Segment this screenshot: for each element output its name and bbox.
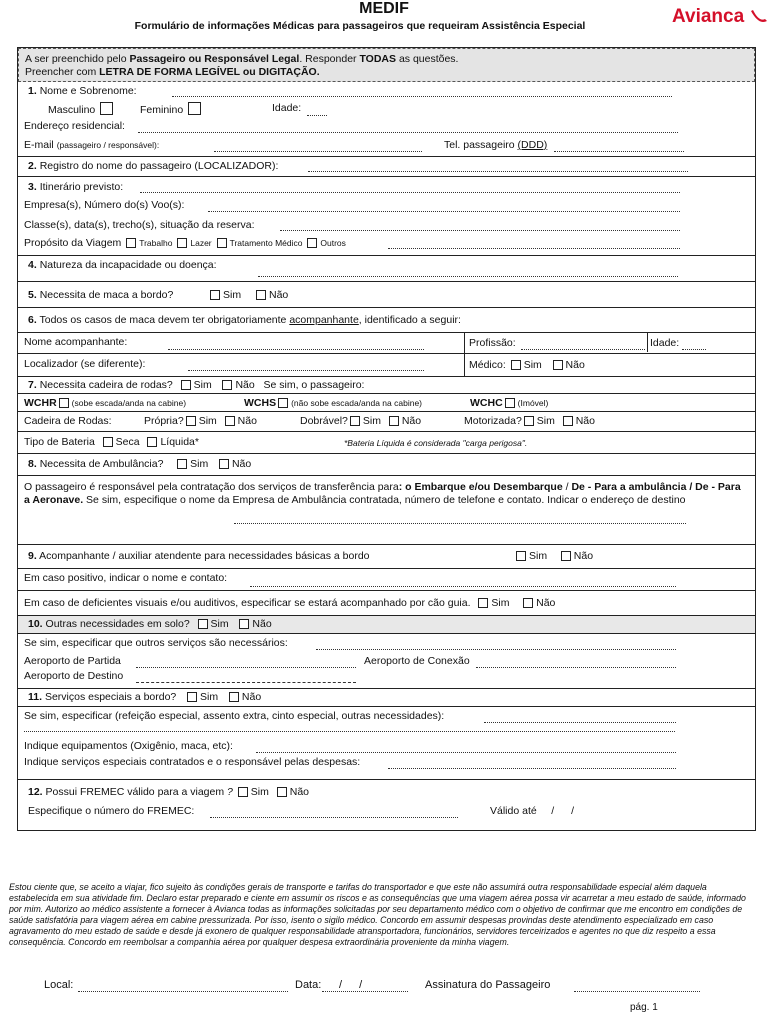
section-10-details: Se sim, especificar que outros serviços são necessários: Aeroporto de Partida Aeroporto de Conexão Aeroporto de Destino (18, 634, 755, 689)
ground-no-checkbox[interactable] (239, 619, 249, 629)
section-1: 1. Nome e Sobrenome: Masculino Feminino Idade: Endereço residencial: E-mail (passageiro / responsável): Tel. passageiro (DDD) (18, 82, 755, 157)
battery-dry-checkbox[interactable] (103, 437, 113, 447)
ground-yes-checkbox[interactable] (198, 619, 208, 629)
motorized-yes-checkbox[interactable] (524, 416, 534, 426)
name-field[interactable] (172, 96, 672, 97)
onboard-no-checkbox[interactable] (229, 692, 239, 702)
fremec-no-checkbox[interactable] (277, 787, 287, 797)
own-no-checkbox[interactable] (225, 416, 235, 426)
locator-field[interactable] (308, 171, 688, 172)
companion-age-field[interactable] (682, 349, 706, 350)
stretcher-no-checkbox[interactable] (256, 290, 266, 300)
section-5: 5. Necessita de maca a bordo? Sim Não (18, 282, 755, 308)
battery-note: *Bateria Líquida é considerada "carga perigosa". (344, 438, 528, 448)
footer-date-label: Data: (295, 979, 322, 991)
section-11-details: Se sim, especificar (refeição especial, assento extra, cinto especial, outras necessidades): Indique equipamentos (Oxigênio, maca, etc): Indique serviços especiais contratados e o responsável pelas despesas: (18, 707, 755, 780)
footer-local-field[interactable] (78, 991, 288, 992)
section-6: 6. Todos os casos de maca devem ter obrigatoriamente acompanhante, identificado a seguir: Nome acompanhante: Profissão: Idade: Localizador (se diferente): Médico: Sim Não (18, 308, 755, 377)
wheelchair-no-checkbox[interactable] (222, 380, 232, 390)
male-checkbox[interactable] (100, 102, 113, 115)
purpose-medical-checkbox[interactable] (217, 238, 227, 248)
purpose-work-checkbox[interactable] (126, 238, 136, 248)
medif-form (17, 47, 756, 831)
logo-bird-icon (750, 8, 768, 26)
section-12: 12. Possui FREMEC válido para a viagem ? Sim Não Especifique o número do FREMEC: Válido até / / (28, 786, 575, 817)
phone-field[interactable] (554, 151, 684, 152)
flights-field[interactable] (208, 211, 680, 212)
logo-text: Avianca (672, 6, 745, 27)
section-9: 9. Acompanhante / auxiliar atendente para necessidades básicas a bordo Sim Não (18, 545, 755, 569)
section-8: 8. Necessita de Ambulância? Sim Não (18, 454, 755, 476)
ground-services-field[interactable] (316, 649, 676, 650)
stretcher-yes-checkbox[interactable] (210, 290, 220, 300)
footer-date-separators: / / (339, 979, 363, 991)
intro-line-2: Preencher com LETRA DE FORMA LEGÍVEL ou DIGITAÇÃO. (25, 66, 320, 78)
motorized-no-checkbox[interactable] (563, 416, 573, 426)
reservation-field[interactable] (280, 230, 680, 231)
doctor-no-checkbox[interactable] (553, 360, 563, 370)
ambulance-details-field[interactable] (234, 523, 686, 524)
fremec-number-field[interactable] (210, 817, 458, 818)
age-field[interactable] (307, 115, 327, 116)
email-field[interactable] (214, 151, 422, 152)
companion-locator-field[interactable] (188, 370, 424, 371)
battery-liquid-checkbox[interactable] (147, 437, 157, 447)
own-yes-checkbox[interactable] (186, 416, 196, 426)
section-10: 10. Outras necessidades em solo? Sim Não (18, 616, 755, 634)
page-number: pág. 1 (630, 1002, 658, 1013)
section-2: 2. Registro do nome do passageiro (LOCALIZADOR): (18, 157, 755, 177)
ambulance-yes-checkbox[interactable] (177, 459, 187, 469)
foldable-yes-checkbox[interactable] (350, 416, 360, 426)
section-9-contact: Em caso positivo, indicar o nome e contato: (18, 569, 755, 591)
equipment-field[interactable] (256, 752, 676, 753)
fremec-valid-date[interactable]: / / (551, 805, 575, 817)
purpose-others-checkbox[interactable] (307, 238, 317, 248)
purpose-leisure-checkbox[interactable] (177, 238, 187, 248)
fremec-yes-checkbox[interactable] (238, 787, 248, 797)
companion-name-field[interactable] (168, 349, 424, 350)
section-3: 3. Itinerário previsto: Empresa(s), Número do(s) Voo(s): Classe(s), data(s), trecho(s), situação da reserva: Propósito da Viagem Trabalho Lazer Tratamento Médico Outros (18, 177, 755, 256)
companion-yes-checkbox[interactable] (516, 551, 526, 561)
departure-airport-field[interactable] (136, 667, 356, 668)
intro-box (18, 48, 755, 82)
wchr-checkbox[interactable] (59, 398, 69, 408)
section-9-guide-dog: Em caso de deficientes visuais e/ou auditivos, especificar se estará acompanhado por cão guia. Sim Não (18, 591, 755, 616)
form-title: MEDIF (359, 0, 409, 17)
avianca-logo (672, 6, 744, 28)
contracted-services-field[interactable] (388, 768, 676, 769)
address-field[interactable] (138, 132, 678, 133)
wheelchair-yes-checkbox[interactable] (181, 380, 191, 390)
profession-field[interactable] (521, 349, 645, 350)
illness-field[interactable] (258, 276, 678, 277)
onboard-yes-checkbox[interactable] (187, 692, 197, 702)
connection-airport-field[interactable] (476, 667, 676, 668)
ambulance-instructions: O passageiro é responsável pela contratação dos serviços de transferência para: o Embarque e/ou Desembarque / De - Para a ambulância / De - Para a Aeronave. Se sim, especifique o nome da Empresa de Ambulância contratada, número de telefone e contato. Indicar o endereço de destino (24, 481, 741, 506)
ambulance-no-checkbox[interactable] (219, 459, 229, 469)
footer-local-label: Local: (44, 979, 74, 991)
doctor-yes-checkbox[interactable] (511, 360, 521, 370)
wchs-checkbox[interactable] (278, 398, 288, 408)
footer-date-field[interactable] (322, 991, 408, 992)
wchc-checkbox[interactable] (505, 398, 515, 408)
female-checkbox[interactable] (188, 102, 201, 115)
section-8-details (18, 476, 755, 545)
itinerary-field[interactable] (140, 192, 680, 193)
guide-dog-yes-checkbox[interactable] (478, 598, 488, 608)
purpose-others-field[interactable] (388, 248, 680, 249)
section-11: 11. Serviços especiais a bordo? Sim Não (18, 689, 755, 707)
destination-airport-field[interactable] (136, 682, 356, 683)
footer-signature-field[interactable] (574, 991, 700, 992)
companion-contact-field[interactable] (250, 586, 676, 587)
onboard-needs-field[interactable] (484, 722, 676, 723)
foldable-no-checkbox[interactable] (389, 416, 399, 426)
companion-no-checkbox[interactable] (561, 551, 571, 561)
footer-signature-label: Assinatura do Passageiro (425, 979, 551, 991)
section-4: 4. Natureza da incapacidade ou doença: (18, 256, 755, 282)
form-subtitle: Formulário de informações Médicas para passageiros que requeiram Assistência Especial (134, 20, 586, 32)
name-label: Nome e Sobrenome: (39, 85, 137, 97)
guide-dog-no-checkbox[interactable] (523, 598, 533, 608)
intro-line-1: A ser preenchido pelo Passageiro ou Responsável Legal. Responder TODAS as questões. (25, 53, 459, 65)
section-7: 7. Necessita cadeira de rodas? Sim Não Se sim, o passageiro: WCHR (sobe escada/anda na cabine) WCHS (não sobe escada/anda na cabine) WCHC (Imóvel) Cadeira de Rodas: Própria? Sim Não Dobrável? Sim Não Motorizada? Sim Não Tipo de Bateria Seca Líquida* *Bateria Líquida é considerada "carga perigosa". (18, 377, 755, 454)
legal-disclaimer: Estou ciente que, se aceito a viajar, fico sujeito às condições gerais de transporte e tarifas do transportador e que este não assumirá outra responsabilidade especial além daquela estabelecida em sua atividade fim. Declaro estar preparado e ciente em assumir os riscos e as consequências que uma viagem aérea possa vir acarretar a meu estado de saúde, informado por mim. Autorizo ao médico assistente a fornecer à Avianca todas as informações solicitadas por seu departamento médico com o objetivo de confirmar que me encontro em condições de saúde satisfatória para viagem aérea em cabine pressurizada. Por isso, isento o sigilo médico. Concordo em assumir despesas provindas deste atendimento especializado em caso agravamento do meu estado de saúde e desde já exonero de qualquer responsabilidade atransportadora, funcionários, servidores terceirizados e agentes no que diz respeito a essa consequência. Concordo em reembolsar a companhia aérea por qualquer despesa extraordinária proveniente da minha viagem. (9, 882, 746, 947)
